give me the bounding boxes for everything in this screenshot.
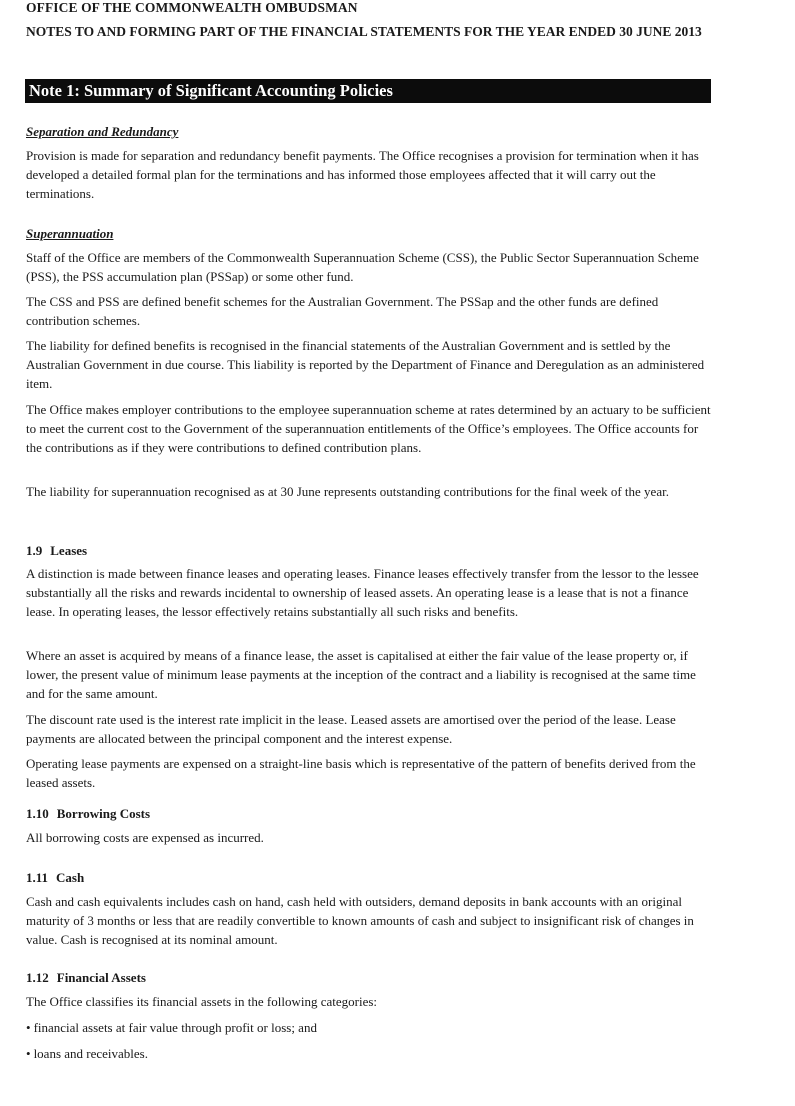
- financial-assets-paragraph: The Office classifies its financial assets in the following categories:: [26, 994, 378, 1009]
- borrowing-number: 1.10: [26, 806, 49, 821]
- financial-assets-number: 1.12: [26, 970, 49, 985]
- organisation-title: OFFICE OF THE COMMONWEALTH OMBUDSMAN: [26, 0, 358, 15]
- financial-assets-title: Financial Assets: [56, 970, 146, 985]
- superannuation-paragraph-5: The liability for superannuation recognised as at 30 June represents outstanding contributions for the final week of the year.: [26, 484, 669, 499]
- superannuation-paragraph-4: The Office makes employer contributions to the employee superannuation scheme at rates determined by an actuary to be sufficient to meet the current cost to the Government of the superannuation entitlements of the Office’s employees. The Office accounts for the contributions as if they were contributions to defined contribution plans.: [26, 402, 711, 455]
- note-title-banner: Note 1: Summary of Significant Accounting Policies: [25, 79, 711, 103]
- borrowing-paragraph: All borrowing costs are expensed as incurred.: [26, 830, 264, 845]
- cash-title: Cash: [56, 870, 85, 885]
- leases-heading: [26, 543, 87, 559]
- list-item: [26, 1020, 317, 1036]
- superannuation-paragraph-1: Staff of the Office are members of the Commonwealth Superannuation Scheme (CSS), the Public Sector Superannuation Scheme (PSS), the PSS accumulation plan (PSSap) or some other fund.: [26, 250, 699, 284]
- list-item: [26, 1046, 148, 1062]
- list-item-text: loans and receivables.: [33, 1046, 148, 1061]
- leases-number: 1.9: [26, 543, 43, 558]
- financial-assets-heading: [26, 970, 146, 986]
- bullet-icon: •: [26, 1046, 31, 1061]
- separation-heading: Separation and Redundancy: [26, 124, 179, 139]
- leases-title: Leases: [50, 543, 88, 558]
- cash-heading: [26, 870, 84, 886]
- bullet-icon: •: [26, 1020, 31, 1035]
- superannuation-paragraph-3: The liability for defined benefits is recognised in the financial statements of the Australian Government and is settled by the Australian Government in due course. This liability is reported by the Department of Finance and Deregulation as an administered item.: [26, 338, 705, 391]
- superannuation-heading: Superannuation: [26, 226, 114, 241]
- leases-paragraph-3: The discount rate used is the interest rate implicit in the lease. Leased assets are amortised over the period of the lease. Lease payments are allocated between the principal component and the interest expense.: [26, 712, 676, 746]
- list-item-text: financial assets at fair value through profit or loss; and: [33, 1020, 317, 1035]
- superannuation-paragraph-2: The CSS and PSS are defined benefit schemes for the Australian Government. The PSSap and the other funds are defined contribution schemes.: [26, 294, 659, 328]
- separation-paragraph: Provision is made for separation and redundancy benefit payments. The Office recognises a provision for termination when it has developed a detailed formal plan for the terminations and has informed those employees affected that it will carry out the terminations.: [26, 148, 699, 201]
- borrowing-title: Borrowing Costs: [56, 806, 151, 821]
- leases-paragraph-2: Where an asset is acquired by means of a finance lease, the asset is capitalised at either the fair value of the lease property or, if lower, the present value of minimum lease payments at the inception of the contract and a liability is recognised at the same time and for the same amount.: [26, 648, 696, 701]
- document-subtitle: NOTES TO AND FORMING PART OF THE FINANCIAL STATEMENTS FOR THE YEAR ENDED 30 JUNE 2013: [26, 24, 702, 39]
- borrowing-heading: [26, 806, 150, 822]
- leases-paragraph-1: A distinction is made between finance leases and operating leases. Finance leases effectively transfer from the lessor to the lessee substantially all the risks and rewards incidental to ownership of leased assets. An operating lease is a lease that is not a finance lease. In operating leases, the lessor effectively retains substantially all such risks and benefits.: [26, 566, 699, 619]
- cash-paragraph: Cash and cash equivalents includes cash on hand, cash held with outsiders, demand deposits in bank accounts with an original maturity of 3 months or less that are readily convertible to known amounts of cash and subject to insignificant risk of changes in value. Cash is recognised at its nominal amount.: [26, 894, 694, 947]
- cash-number: 1.11: [26, 870, 49, 885]
- leases-paragraph-4: Operating lease payments are expensed on a straight-line basis which is representative of the pattern of benefits derived from the leased assets.: [26, 756, 696, 790]
